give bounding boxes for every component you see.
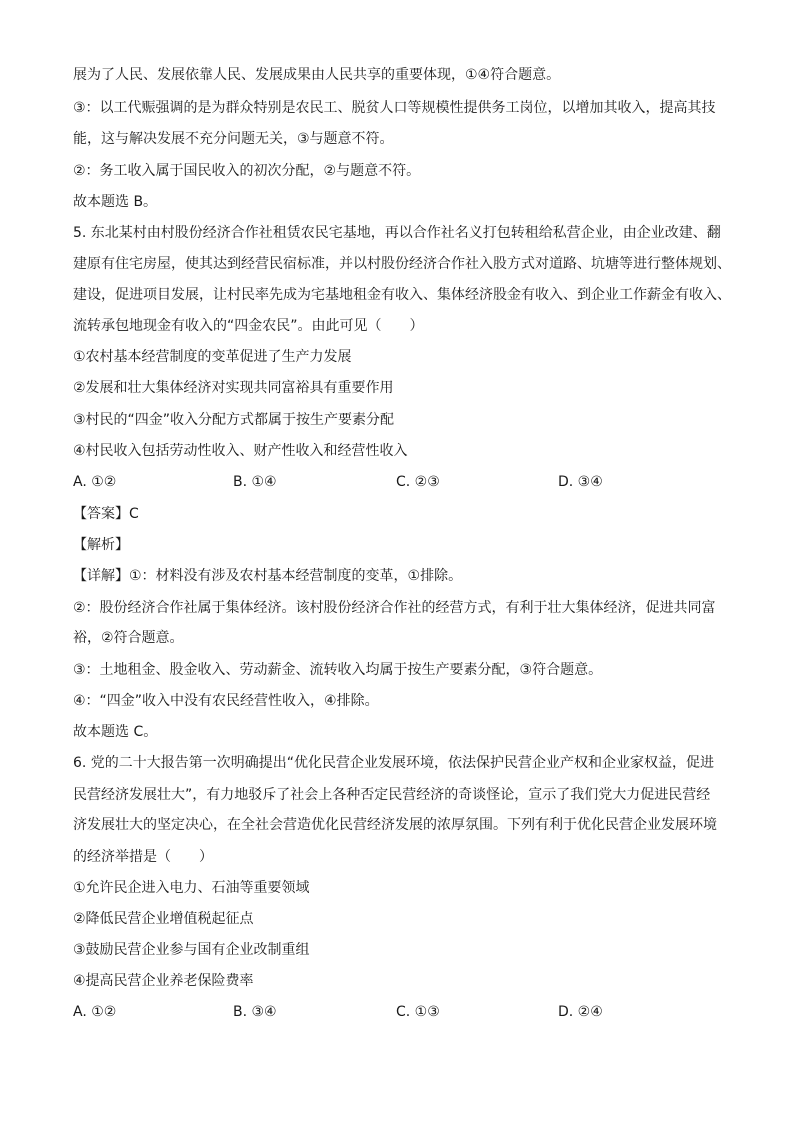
option-c: C. ①③ xyxy=(396,1004,440,1020)
option-c: C. ②③ xyxy=(396,474,440,490)
explanation-line: 裕，②符合题意。 xyxy=(73,630,184,646)
option-a: A. ①② xyxy=(73,1004,117,1020)
explanation-line: ③：土地租金、股金收入、劳动薪金、流转收入均属于按生产要素分配，③符合题意。 xyxy=(73,662,603,678)
option-a: A. ①② xyxy=(73,474,117,490)
question-5-stem: 流转承包地现金有收入的“四金农民”。由此可见（ ） xyxy=(73,318,424,334)
option-d: D. ②④ xyxy=(558,1004,603,1020)
explanation-line: ②：股份经济合作社属于集体经济。该村股份经济合作社的经营方式，有利于壮大集体经济，促进共同富 xyxy=(73,600,716,616)
statement-item: ②发展和壮大集体经济对实现共同富裕具有重要作用 xyxy=(73,380,394,396)
option-d: D. ③④ xyxy=(558,474,603,490)
statement-item: ③村民的“四金”收入分配方式都属于按生产要素分配 xyxy=(73,412,395,428)
question-6-stem: 济发展壮大的坚定决心，在全社会营造优化民营经济发展的浓厚氛围。下列有利于优化民营企业发展环境 xyxy=(73,817,717,833)
question-5-stem: 建设，促进项目发展，让村民率先成为宅基地租金有收入、集体经济股金有收入、到企业工作薪金有收入、 xyxy=(73,287,731,303)
question-6-options xyxy=(73,1002,733,1022)
option-b: B. ③④ xyxy=(233,1004,277,1020)
statement-item: ④提高民营企业养老保险费率 xyxy=(73,973,254,989)
explanation-line: 【详解】①：材料没有涉及农村基本经营制度的变革，①排除。 xyxy=(73,568,463,584)
explanation-line: 故本题选 C。 xyxy=(73,724,158,740)
question-5-stem: 5. 东北某村由村股份经济合作社租赁农民宅基地，再以合作社名义打包转租给私营企业，由企业改建、翻 xyxy=(73,225,721,241)
text-line: ③：以工代赈强调的是为群众特别是农民工、脱贫人口等规模性提供务工岗位，以增加其收入，提高其技 xyxy=(73,100,716,116)
text-line: 展为了人民、发展依靠人民、发展成果由人民共享的重要体现，①④符合题意。 xyxy=(73,67,561,83)
statement-item: ④村民收入包括劳动性收入、财产性收入和经营性收入 xyxy=(73,443,408,459)
question-5-stem: 建原有住宅房屋，使其达到经营民宿标准，并以村股份经济合作社入股方式对道路、坑塘等进行整体规划、 xyxy=(73,256,731,272)
text-line: 故本题选 B。 xyxy=(73,194,158,210)
explanation-line: ④：“四金”收入中没有农民经营性收入，④排除。 xyxy=(73,693,379,709)
answer-label: 【答案】C xyxy=(73,506,139,522)
statement-item: ②降低民营企业增值税起征点 xyxy=(73,911,254,927)
question-5-options xyxy=(73,472,733,492)
statement-item: ③鼓励民营企业参与国有企业改制重组 xyxy=(73,942,310,958)
question-6-stem: 6. 党的二十大报告第一次明确提出“优化民营企业发展环境，依法保护民营企业产权和企业家权益，促进 xyxy=(73,755,715,771)
text-line: 能，这与解决发展不充分问题无关，③与题意不符。 xyxy=(73,131,394,147)
option-b: B. ①④ xyxy=(233,474,277,490)
analysis-label: 【解析】 xyxy=(73,537,129,553)
text-line: ②：务工收入属于国民收入的初次分配，②与题意不符。 xyxy=(73,163,421,179)
statement-item: ①农村基本经营制度的变革促进了生产力发展 xyxy=(73,349,352,365)
question-6-stem: 的经济举措是（ ） xyxy=(73,849,213,865)
question-6-stem: 民营经济发展壮大”，有力地驳斥了社会上各种否定民营经济的奇谈怪论，宣示了我们党大力促进民营经 xyxy=(73,787,711,803)
statement-item: ①允许民企进入电力、石油等重要领域 xyxy=(73,880,310,896)
